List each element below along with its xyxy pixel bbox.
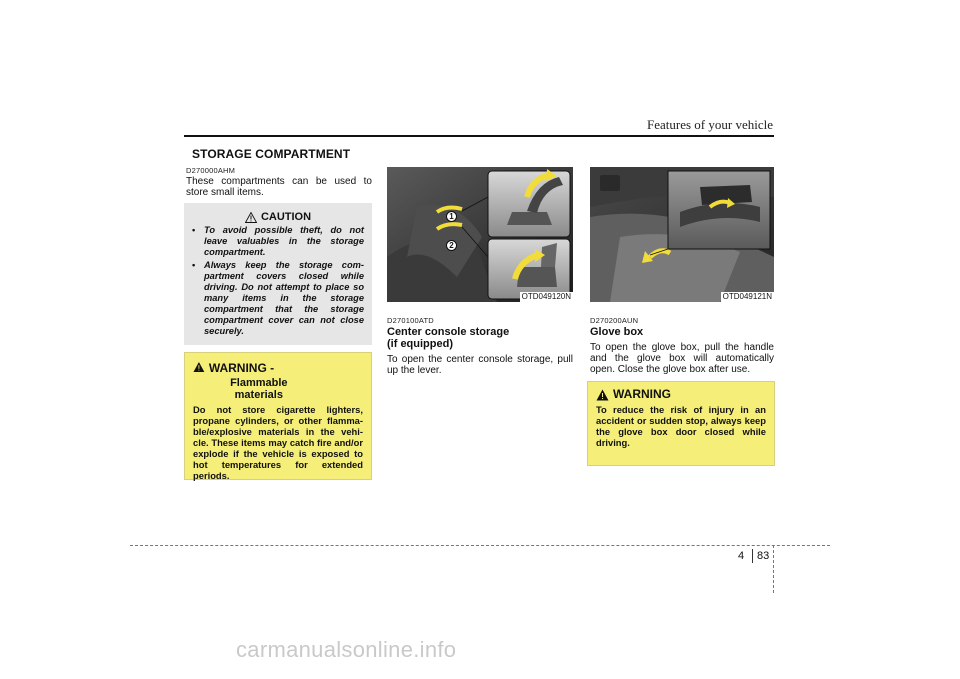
warning-icon	[596, 389, 609, 401]
glovebox-title: Glove box	[590, 326, 644, 338]
warning-text: To reduce the risk of injury in an accident or sudden stop, always keep the glove box door closed while driving.	[596, 404, 766, 448]
console-text: To open the center console storage, pull up the lever.	[387, 354, 573, 376]
console-title-line2: (if equipped)	[387, 337, 453, 350]
header-title: Features of your vehicle	[647, 117, 773, 132]
intro-text: These compartments can be used to store small items.	[186, 176, 372, 198]
footer-vertical-rule	[773, 545, 774, 593]
caution-title: CAUTION	[260, 211, 312, 223]
page-number: 83	[757, 550, 770, 562]
warning-title: WARNING -	[208, 361, 275, 375]
center-console-illustration	[387, 167, 573, 302]
warning-title: WARNING	[613, 387, 671, 401]
caution-item: • Always keep the storage com-partment covers closed while driving. Do not attempt to place so many items in the storage compartment that the storage compartment cover can not close securely.	[192, 260, 364, 337]
section-title: STORAGE COMPARTMENT	[192, 147, 351, 161]
caution-box	[184, 203, 372, 345]
glovebox-text: To open the glove box, pull the handle and the glove box will automatically open. Close the glove box after use.	[590, 342, 774, 375]
marker-1: 1	[446, 211, 457, 222]
watermark: carmanualsonline.info	[236, 637, 457, 662]
center-console-photo	[387, 167, 573, 302]
caution-icon	[245, 212, 257, 223]
glovebox-code: D270200AUN	[590, 316, 639, 325]
warning-icon	[193, 361, 205, 373]
page-chapter: 4	[738, 550, 745, 562]
page-separator	[752, 549, 753, 563]
glove-box-photo	[590, 167, 774, 302]
console-image-caption: OTD049120N	[521, 292, 571, 301]
header-rule	[184, 135, 774, 137]
caution-header	[192, 211, 364, 223]
warning-text: Do not store cigarette lighters, propane cylinders, or other flamma-ble/explosive materials in the vehi-cle. These items may catch fire and/or explode if the vehicle is exposed to hot temperatures for extended periods.	[193, 404, 363, 481]
warning-header	[596, 388, 766, 401]
caution-item: • To avoid possible theft, do not leave valuables in the storage compartment.	[192, 225, 364, 258]
footer-rule	[130, 545, 830, 546]
caution-list	[192, 225, 364, 337]
marker-2: 2	[446, 240, 457, 251]
glovebox-image-caption: OTD049121N	[722, 292, 772, 301]
console-title	[387, 327, 573, 350]
console-title-line1: Center console storage	[387, 326, 510, 338]
glove-box-illustration	[590, 167, 774, 302]
warning-header	[193, 359, 363, 401]
intro-code: D270000AHM	[186, 166, 236, 175]
console-code: D270100ATD	[387, 316, 434, 325]
section-title-tab	[184, 140, 376, 162]
warning-box-glovebox	[587, 381, 775, 466]
warning-box-flammable	[184, 352, 372, 480]
warning-subtitle: Flammable materials	[230, 377, 288, 401]
